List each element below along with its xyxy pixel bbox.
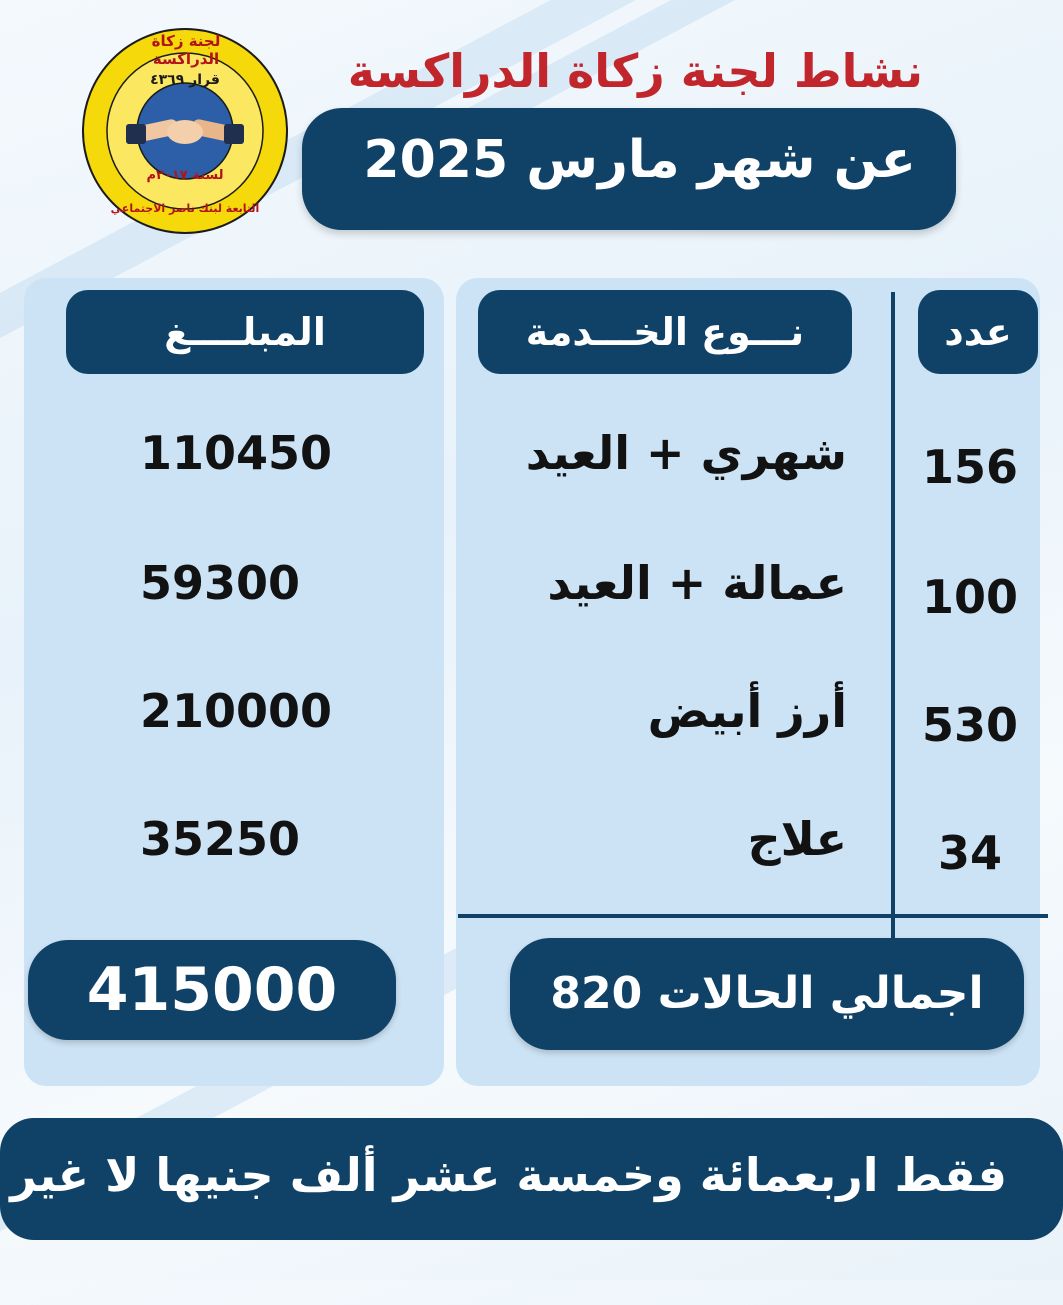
row-4-amount: 35250 [140, 812, 301, 866]
column-divider [891, 292, 895, 940]
month-label: عن شهر مارس 2025 [363, 130, 916, 190]
row-1-count: 156 [921, 440, 1019, 494]
amount-in-words-banner [0, 1118, 1063, 1240]
row-3-service: أرز أبيض [647, 684, 847, 738]
row-3-count: 530 [921, 698, 1019, 752]
amount-in-words: فقط اربعمائة وخمسة عشر ألف جنيها لا غير [10, 1148, 1007, 1202]
logo-decision: قرار ٤٣٦٩ [150, 72, 220, 88]
row-4-count: 34 [937, 826, 1002, 880]
logo-year: لسنة ٢٠١٧م [146, 168, 224, 183]
row-2-count: 100 [921, 570, 1019, 624]
logo-affiliation: التابعة لبنك ناصر الاجتماعي [110, 202, 260, 215]
page-title: نشاط لجنة زكاة الدراكسة [347, 44, 923, 98]
row-2-amount: 59300 [140, 556, 301, 610]
row-1-service: شهري + العيد [525, 426, 847, 480]
row-4-service: علاج [747, 812, 847, 866]
header-count: عدد [918, 290, 1038, 374]
month-banner [302, 108, 956, 230]
header-amount: المبلــــغ [66, 290, 424, 374]
row-3-amount: 210000 [140, 684, 333, 738]
total-cases: اجمالي الحالات 820 [510, 938, 1024, 1050]
logo-ring-text: لجنة زكاة الدراكسة [151, 32, 221, 68]
header-service: نـــوع الخـــدمة [478, 290, 852, 374]
row-1-amount: 110450 [140, 426, 333, 480]
table-bottom-rule [458, 914, 1048, 918]
row-2-service: عمالة + العيد [547, 556, 847, 610]
total-amount: 415000 [28, 940, 396, 1040]
